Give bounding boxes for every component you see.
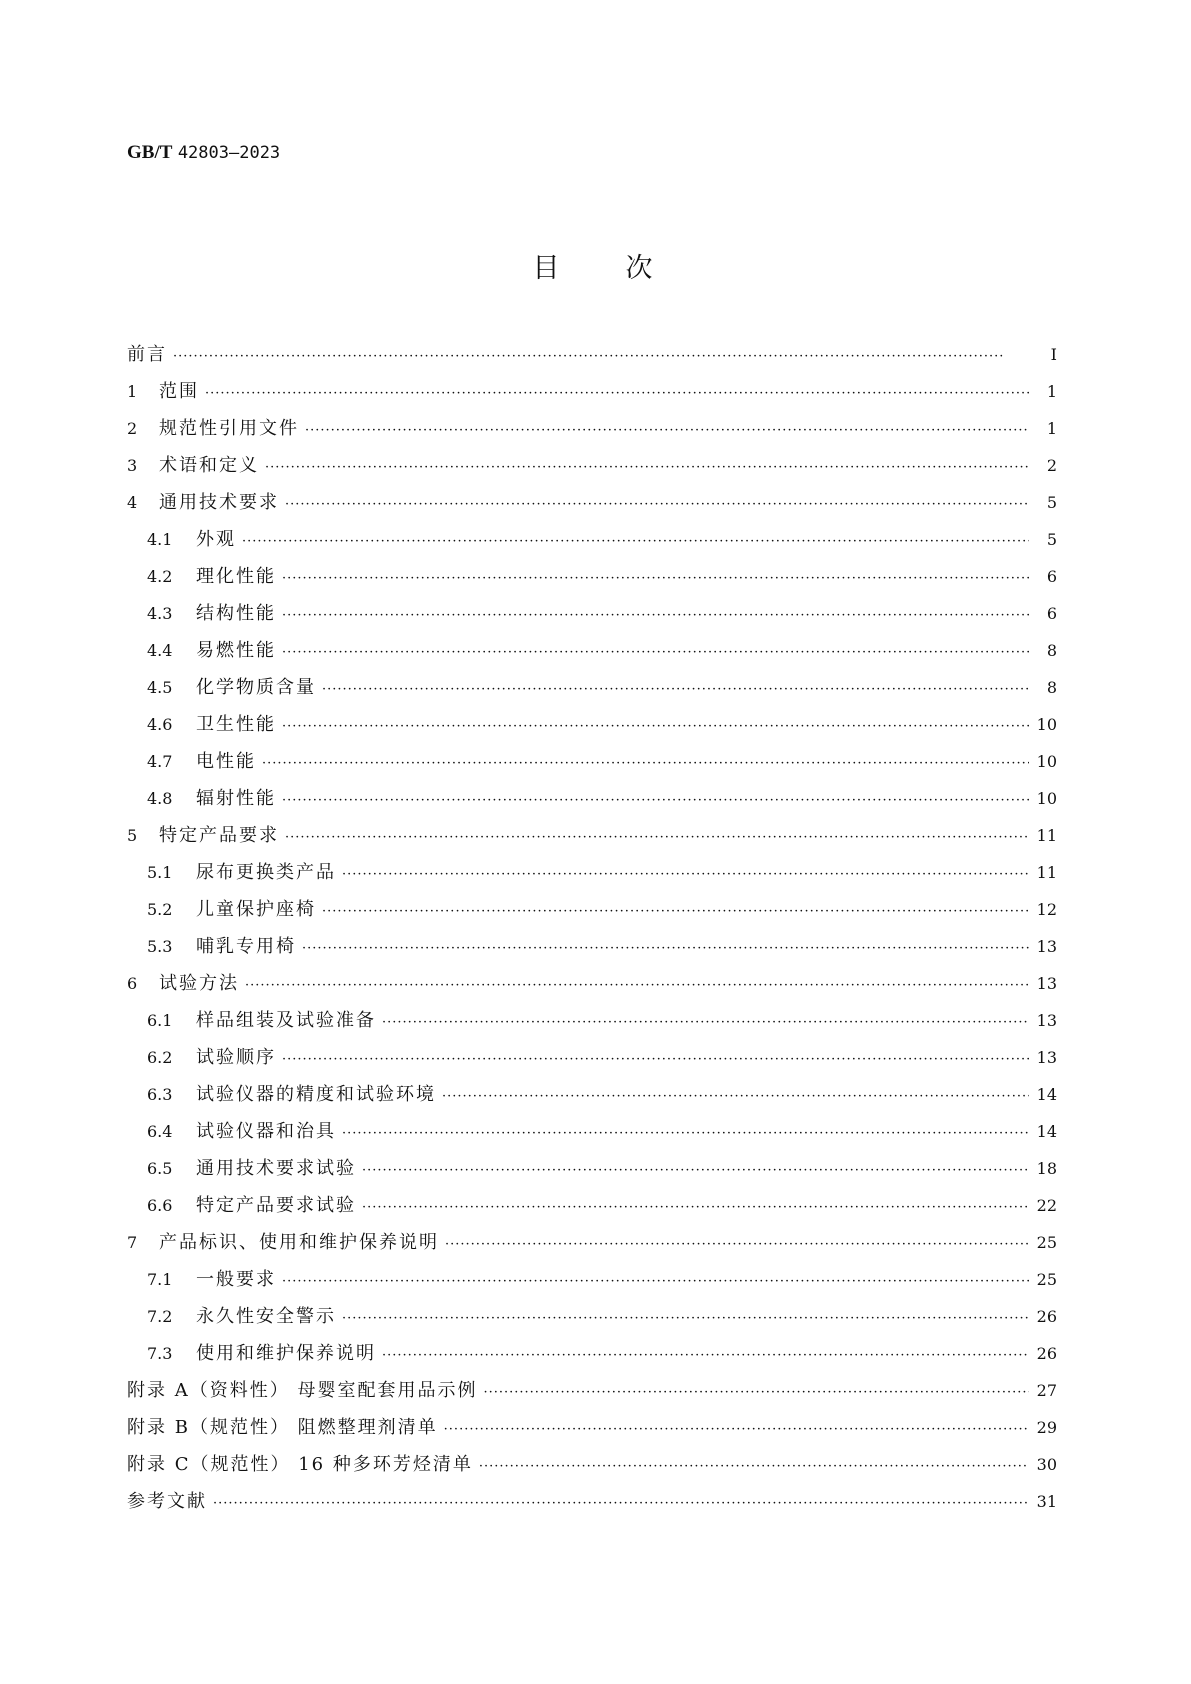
toc-entry-number: 6 xyxy=(127,974,138,993)
page-title: 目次 xyxy=(532,253,719,284)
toc-entry-label: 规范性引用文件 xyxy=(159,418,299,439)
toc-entry-label: 试验顺序 xyxy=(196,1047,276,1068)
toc-entry-page: 11 xyxy=(1036,863,1057,882)
dot-leader xyxy=(322,904,1029,919)
toc-entry-page: 6 xyxy=(1046,604,1057,623)
toc-entry-label: 永久性安全警示 xyxy=(196,1306,336,1327)
toc-entry-number: 5.3 xyxy=(147,937,173,956)
toc-entry[interactable] xyxy=(127,895,1057,932)
toc-entry-page: 10 xyxy=(1036,715,1057,734)
dot-leader xyxy=(305,423,1029,438)
toc-entry-page: 12 xyxy=(1036,900,1057,919)
toc-entry-page: 13 xyxy=(1036,937,1057,956)
toc-entry[interactable] xyxy=(127,673,1057,710)
toc-entry-number: 5.2 xyxy=(147,900,173,919)
toc-entry-number: 5.1 xyxy=(147,863,173,882)
toc-entry-page: 11 xyxy=(1036,826,1057,845)
toc-entry-number: 6.1 xyxy=(147,1011,173,1030)
toc-entry-number: 4.5 xyxy=(147,678,173,697)
dot-leader xyxy=(282,1274,1029,1289)
dot-leader xyxy=(442,1089,1029,1104)
toc-entry[interactable] xyxy=(127,710,1057,747)
toc-entry-label: 特定产品要求试验 xyxy=(196,1195,356,1216)
toc-entry-number: 4.7 xyxy=(147,752,173,771)
toc-entry[interactable] xyxy=(127,858,1057,895)
toc-entry-number: 4.3 xyxy=(147,604,173,623)
toc-entry[interactable] xyxy=(127,784,1057,821)
toc-entry-number: 6.2 xyxy=(147,1048,173,1067)
toc-entry-number: 7.1 xyxy=(147,1270,173,1289)
toc-entry[interactable] xyxy=(127,1339,1057,1376)
toc-entry-label: 一般要求 xyxy=(196,1269,276,1290)
toc-entry-label: 结构性能 xyxy=(196,603,276,624)
dot-leader xyxy=(282,1052,1029,1067)
toc-entry-number: 4.1 xyxy=(147,530,173,549)
toc-entry[interactable] xyxy=(127,340,1057,377)
toc-entry-page: 13 xyxy=(1036,1011,1057,1030)
dot-leader xyxy=(342,867,1029,882)
toc-entry[interactable] xyxy=(127,1117,1057,1154)
toc-entry[interactable] xyxy=(127,1191,1057,1228)
toc-entry-page: 1 xyxy=(1046,419,1057,438)
toc-entry-label: 附录 B（规范性） 阻燃整理剂清单 xyxy=(127,1417,438,1438)
toc-entry-label: 尿布更换类产品 xyxy=(196,862,336,883)
toc-entry[interactable] xyxy=(127,747,1057,784)
dot-leader xyxy=(342,1311,1029,1326)
toc-entry-label: 样品组装及试验准备 xyxy=(196,1010,376,1031)
toc-entry[interactable] xyxy=(127,1302,1057,1339)
toc-entry-page: 26 xyxy=(1036,1344,1057,1363)
toc-entry-page: 14 xyxy=(1036,1085,1057,1104)
standard-code: 42803—2023 xyxy=(177,143,281,163)
dot-leader xyxy=(445,1237,1029,1252)
dot-leader xyxy=(265,460,1029,475)
toc-entry-label: 试验仪器的精度和试验环境 xyxy=(196,1084,436,1105)
toc-entry[interactable] xyxy=(127,969,1057,1006)
toc-entry-number: 4.6 xyxy=(147,715,173,734)
toc-entry-number: 7.2 xyxy=(147,1307,173,1326)
toc-entry-label: 外观 xyxy=(196,529,236,550)
toc-entry-label: 儿童保护座椅 xyxy=(196,899,316,920)
dot-leader xyxy=(282,608,1029,623)
toc-entry[interactable] xyxy=(127,377,1057,414)
toc-entry-page: 1 xyxy=(1046,382,1057,401)
dot-leader xyxy=(205,386,1029,401)
toc-entry-page: 25 xyxy=(1036,1270,1057,1289)
dot-leader xyxy=(382,1348,1029,1363)
toc-entry-page: 5 xyxy=(1046,530,1057,549)
dot-leader xyxy=(173,349,1029,364)
toc-entry[interactable] xyxy=(127,1265,1057,1302)
toc-entry[interactable] xyxy=(127,1487,1057,1524)
toc-entry-number: 4.8 xyxy=(147,789,173,808)
toc-entry-number: 7.3 xyxy=(147,1344,173,1363)
toc-entry-number: 4.2 xyxy=(147,567,173,586)
toc-entry-page: 2 xyxy=(1046,456,1057,475)
toc-entry-page: 27 xyxy=(1036,1381,1057,1400)
dot-leader xyxy=(382,1015,1029,1030)
toc-entry[interactable] xyxy=(127,1080,1057,1117)
toc-entry[interactable] xyxy=(127,636,1057,673)
toc-entry-number: 6.6 xyxy=(147,1196,173,1215)
dot-leader xyxy=(362,1200,1029,1215)
toc-entry[interactable] xyxy=(127,1413,1057,1450)
toc-entry-label: 使用和维护保养说明 xyxy=(196,1343,376,1364)
toc-entry-label: 试验仪器和治具 xyxy=(196,1121,336,1142)
toc-entry-number: 7 xyxy=(127,1233,138,1252)
standard-number xyxy=(127,142,280,164)
toc-entry-page: 5 xyxy=(1046,493,1057,512)
dot-leader xyxy=(479,1459,1029,1474)
toc-entry-number: 6.5 xyxy=(147,1159,173,1178)
toc-entry-page: 10 xyxy=(1036,789,1057,808)
toc-entry-label: 通用技术要求 xyxy=(159,492,279,513)
toc-entry[interactable] xyxy=(127,1450,1057,1487)
toc-entry-label: 电性能 xyxy=(196,751,256,772)
toc-entry-label: 特定产品要求 xyxy=(159,825,279,846)
toc-entry-page: 18 xyxy=(1036,1159,1057,1178)
toc-entry-label: 辐射性能 xyxy=(196,788,276,809)
dot-leader xyxy=(282,793,1029,808)
toc-entry-page: 14 xyxy=(1036,1122,1057,1141)
toc-entry[interactable] xyxy=(127,1376,1057,1413)
toc-entry[interactable] xyxy=(127,599,1057,636)
toc-entry-number: 1 xyxy=(127,382,138,401)
toc-entry-number: 6.4 xyxy=(147,1122,173,1141)
toc-entry-label: 附录 A（资料性） 母婴室配套用品示例 xyxy=(127,1380,478,1401)
toc-entry-label: 试验方法 xyxy=(159,973,239,994)
toc-entry[interactable] xyxy=(127,1006,1057,1043)
toc-entry-label: 通用技术要求试验 xyxy=(196,1158,356,1179)
toc-entry-label: 哺乳专用椅 xyxy=(196,936,296,957)
dot-leader xyxy=(322,682,1029,697)
toc-entry-page: 30 xyxy=(1036,1455,1057,1474)
toc-entry-page: 13 xyxy=(1036,1048,1057,1067)
standard-prefix: GB/T xyxy=(127,142,173,163)
toc-entry[interactable] xyxy=(127,932,1057,969)
dot-leader xyxy=(302,941,1029,956)
toc-entry-label: 参考文献 xyxy=(127,1491,207,1512)
toc-entry-page: 8 xyxy=(1046,678,1057,697)
toc-entry-page: 13 xyxy=(1036,974,1057,993)
toc-entry-page: 6 xyxy=(1046,567,1057,586)
dot-leader xyxy=(285,830,1029,845)
dot-leader xyxy=(262,756,1029,771)
table-of-contents xyxy=(127,340,1057,1524)
toc-entry-label: 术语和定义 xyxy=(159,455,259,476)
toc-entry-number: 5 xyxy=(127,826,138,845)
toc-entry-number: 2 xyxy=(127,419,138,438)
toc-entry[interactable] xyxy=(127,1043,1057,1080)
toc-entry-page: 31 xyxy=(1036,1492,1057,1511)
toc-entry-page: 10 xyxy=(1036,752,1057,771)
dot-leader xyxy=(483,1385,1029,1400)
dot-leader xyxy=(282,645,1029,660)
toc-entry-page: Ⅰ xyxy=(1050,345,1057,364)
toc-entry[interactable] xyxy=(127,1154,1057,1191)
toc-entry-label: 卫生性能 xyxy=(196,714,276,735)
toc-entry-label: 产品标识、使用和维护保养说明 xyxy=(159,1232,439,1253)
dot-leader xyxy=(285,497,1029,512)
toc-entry-label: 前言 xyxy=(127,344,167,365)
toc-entry-number: 3 xyxy=(127,456,138,475)
toc-entry-label: 附录 C（规范性） 16 种多环芳烃清单 xyxy=(127,1454,473,1475)
dot-leader xyxy=(242,534,1029,549)
dot-leader xyxy=(342,1126,1029,1141)
toc-entry-page: 26 xyxy=(1036,1307,1057,1326)
toc-entry[interactable] xyxy=(127,821,1057,858)
toc-entry-page: 22 xyxy=(1036,1196,1057,1215)
toc-entry-label: 化学物质含量 xyxy=(196,677,316,698)
toc-entry[interactable] xyxy=(127,525,1057,562)
toc-entry-page: 25 xyxy=(1036,1233,1057,1252)
dot-leader xyxy=(444,1422,1029,1437)
dot-leader xyxy=(282,719,1029,734)
toc-entry-label: 易燃性能 xyxy=(196,640,276,661)
toc-entry-page: 29 xyxy=(1036,1418,1057,1437)
toc-entry-label: 理化性能 xyxy=(196,566,276,587)
toc-entry-number: 4 xyxy=(127,493,138,512)
toc-entry[interactable] xyxy=(127,562,1057,599)
toc-entry[interactable] xyxy=(127,414,1057,451)
dot-leader xyxy=(213,1496,1029,1511)
toc-entry-page: 8 xyxy=(1046,641,1057,660)
toc-entry-label: 范围 xyxy=(159,381,199,402)
toc-entry[interactable] xyxy=(127,1228,1057,1265)
dot-leader xyxy=(362,1163,1029,1178)
toc-entry[interactable] xyxy=(127,451,1057,488)
toc-entry-number: 4.4 xyxy=(147,641,173,660)
toc-entry[interactable] xyxy=(127,488,1057,525)
dot-leader xyxy=(245,978,1029,993)
toc-entry-number: 6.3 xyxy=(147,1085,173,1104)
dot-leader xyxy=(282,571,1029,586)
